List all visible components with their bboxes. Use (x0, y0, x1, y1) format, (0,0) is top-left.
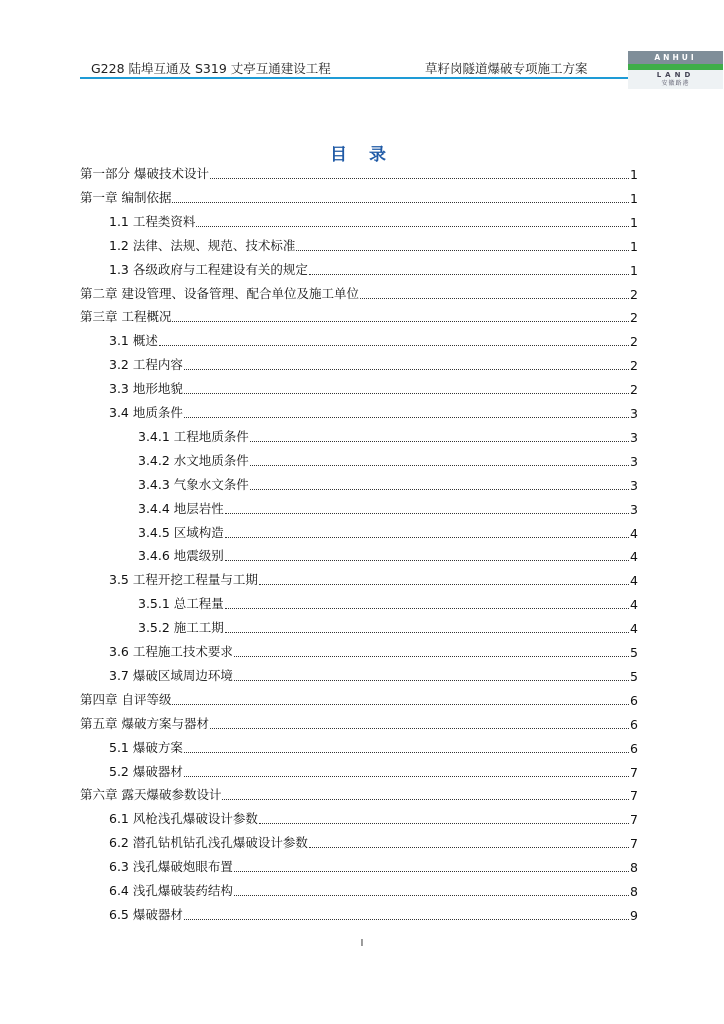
toc-entry-page: 7 (630, 788, 638, 803)
toc-entry-page: 3 (630, 406, 638, 421)
toc-entry-label: 第一章 编制依据 (80, 190, 172, 205)
toc-entry-label: 5.2 爆破器材 (109, 764, 183, 779)
toc-entry-page: 1 (630, 191, 638, 206)
toc-entry-page: 7 (630, 812, 638, 827)
toc-dot-leader (196, 226, 629, 227)
toc-entry-page: 8 (630, 860, 638, 875)
toc-entry[interactable] (80, 307, 638, 325)
toc-dot-leader (159, 345, 629, 346)
toc-entry-page: 6 (630, 693, 638, 708)
toc-entry-page: 2 (630, 310, 638, 325)
toc-entry-label: 第二章 建设管理、设备管理、配合单位及施工单位 (80, 286, 359, 301)
toc-entry[interactable] (109, 212, 638, 230)
toc-entry-label: 第六章 露天爆破参数设计 (80, 787, 222, 802)
toc-entry-page: 3 (630, 502, 638, 517)
toc-dot-leader (210, 178, 629, 179)
toc-entry-label: 3.2 工程内容 (109, 357, 183, 372)
toc-entry[interactable] (109, 236, 638, 254)
toc-entry-page: 4 (630, 573, 638, 588)
toc-dot-leader (360, 298, 629, 299)
toc-entry[interactable] (80, 714, 638, 732)
logo-text-top: ANHUI (628, 51, 723, 64)
toc-dot-leader (250, 441, 629, 442)
toc-entry[interactable] (109, 881, 638, 899)
toc-entry[interactable] (138, 475, 638, 493)
toc-entry-label: 3.4.3 气象水文条件 (138, 477, 249, 492)
toc-entry-label: 6.3 浅孔爆破炮眼布置 (109, 859, 233, 874)
toc-entry-page: 2 (630, 334, 638, 349)
toc-entry[interactable] (109, 379, 638, 397)
toc-entry[interactable] (109, 857, 638, 875)
toc-entry-page: 2 (630, 358, 638, 373)
toc-dot-leader (184, 393, 629, 394)
toc-dot-leader (234, 680, 629, 681)
toc-dot-leader (172, 321, 629, 322)
toc-entry-page: 1 (630, 263, 638, 278)
toc-entry-label: 3.5.2 施工工期 (138, 620, 224, 635)
toc-entry-page: 4 (630, 621, 638, 636)
toc-dot-leader (225, 608, 629, 609)
toc-entry-label: 第四章 自评等级 (80, 692, 172, 707)
toc-entry-page: 2 (630, 287, 638, 302)
toc-dot-leader (210, 728, 629, 729)
toc-dot-leader (184, 369, 629, 370)
toc-entry-label: 3.4 地质条件 (109, 405, 183, 420)
toc-entry[interactable] (109, 905, 638, 923)
toc-dot-leader (172, 202, 629, 203)
toc-entry-page: 2 (630, 382, 638, 397)
toc-dot-leader (225, 560, 629, 561)
toc-dot-leader (250, 489, 629, 490)
toc-dot-leader (234, 895, 629, 896)
toc-entry-page: 3 (630, 430, 638, 445)
toc-entry[interactable] (109, 355, 638, 373)
toc-dot-leader (225, 537, 629, 538)
toc-entry-label: 3.1 概述 (109, 333, 158, 348)
toc-entry[interactable] (109, 331, 638, 349)
header-project-name: G228 陆埠互通及 S319 丈亭互通建设工程 (91, 61, 331, 76)
toc-entry[interactable] (138, 499, 638, 517)
toc-dot-leader (259, 823, 629, 824)
toc-entry-label: 第五章 爆破方案与器材 (80, 716, 209, 731)
toc-entry-label: 5.1 爆破方案 (109, 740, 183, 755)
toc-entry[interactable] (109, 666, 638, 684)
header-divider (80, 77, 628, 79)
toc-entry[interactable] (138, 427, 638, 445)
toc-entry-label: 6.4 浅孔爆破装药结构 (109, 883, 233, 898)
toc-entry-label: 1.1 工程类资料 (109, 214, 196, 229)
toc-entry-label: 3.4.2 水文地质条件 (138, 453, 249, 468)
logo-text-bottom (628, 70, 723, 89)
toc-title: 目 录 (330, 145, 394, 165)
toc-entry-page: 1 (630, 239, 638, 254)
toc-entry-label: 3.3 地形地貌 (109, 381, 183, 396)
toc-entry-page: 6 (630, 717, 638, 732)
toc-dot-leader (225, 513, 629, 514)
toc-entry[interactable] (109, 260, 638, 278)
toc-entry-page: 6 (630, 741, 638, 756)
toc-entry-page: 9 (630, 908, 638, 923)
toc-entry-page: 3 (630, 478, 638, 493)
toc-entry-label: 6.5 爆破器材 (109, 907, 183, 922)
toc-entry-label: 3.6 工程施工技术要求 (109, 644, 233, 659)
toc-entry-page: 5 (630, 645, 638, 660)
toc-entry-label: 3.4.1 工程地质条件 (138, 429, 249, 444)
toc-dot-leader (184, 752, 629, 753)
toc-entry-label: 第三章 工程概况 (80, 309, 172, 324)
toc-dot-leader (309, 847, 629, 848)
toc-entry-label: 3.5 工程开挖工程量与工期 (109, 572, 258, 587)
toc-entry[interactable] (80, 284, 638, 302)
company-logo (628, 51, 723, 89)
toc-entry-label: 3.7 爆破区域周边环境 (109, 668, 233, 683)
toc-entry-label: 3.4.4 地层岩性 (138, 501, 224, 516)
toc-entry[interactable] (80, 164, 638, 182)
toc-entry[interactable] (109, 403, 638, 421)
toc-dot-leader (172, 704, 629, 705)
toc-entry-label: 3.4.5 区域构造 (138, 525, 224, 540)
toc-dot-leader (222, 799, 629, 800)
toc-entry[interactable] (80, 690, 638, 708)
toc-entry-page: 3 (630, 454, 638, 469)
toc-dot-leader (184, 919, 629, 920)
toc-dot-leader (184, 417, 629, 418)
toc-dot-leader (250, 465, 629, 466)
toc-entry[interactable] (109, 642, 638, 660)
toc-entry-page: 1 (630, 167, 638, 182)
toc-dot-leader (184, 776, 629, 777)
toc-entry-page: 7 (630, 836, 638, 851)
toc-entry[interactable] (109, 809, 638, 827)
toc-entry-page: 4 (630, 526, 638, 541)
toc-dot-leader (259, 584, 629, 585)
toc-entry[interactable] (138, 523, 638, 541)
page-header (0, 0, 724, 90)
toc-entry-page: 7 (630, 765, 638, 780)
header-document-title: 草籽岗隧道爆破专项施工方案 (425, 61, 588, 76)
logo-text-land: LAND (656, 71, 695, 79)
toc-entry-page: 1 (630, 215, 638, 230)
toc-entry[interactable] (109, 738, 638, 756)
toc-entry-label: 3.5.1 总工程量 (138, 596, 224, 611)
toc-dot-leader (309, 274, 629, 275)
toc-entry[interactable] (80, 785, 638, 803)
toc-entry-page: 4 (630, 549, 638, 564)
toc-entry[interactable] (138, 618, 638, 636)
toc-entry[interactable] (109, 570, 638, 588)
toc-entry-label: 3.4.6 地震级别 (138, 548, 224, 563)
toc-entry-page: 5 (630, 669, 638, 684)
toc-entry[interactable] (138, 451, 638, 469)
logo-text-cn: 安徽路港 (661, 80, 690, 87)
toc-dot-leader (225, 632, 629, 633)
toc-entry[interactable] (138, 594, 638, 612)
toc-dot-leader (234, 871, 629, 872)
toc-entry-label: 1.2 法律、法规、规范、技术标准 (109, 238, 296, 253)
toc-entry-label: 6.2 潜孔钻机钻孔浅孔爆破设计参数 (109, 835, 308, 850)
toc-entry-label: 1.3 各级政府与工程建设有关的规定 (109, 262, 308, 277)
toc-entry-label: 6.1 风枪浅孔爆破设计参数 (109, 811, 258, 826)
toc-dot-leader (296, 250, 629, 251)
toc-dot-leader (234, 656, 629, 657)
page-number: I (360, 938, 364, 949)
toc-entry[interactable] (138, 546, 638, 564)
toc-entry-label: 第一部分 爆破技术设计 (80, 166, 209, 181)
toc-entry[interactable] (109, 833, 638, 851)
toc-entry[interactable] (109, 762, 638, 780)
toc-entry-page: 8 (630, 884, 638, 899)
toc-entry[interactable] (80, 188, 638, 206)
toc-entry-page: 4 (630, 597, 638, 612)
